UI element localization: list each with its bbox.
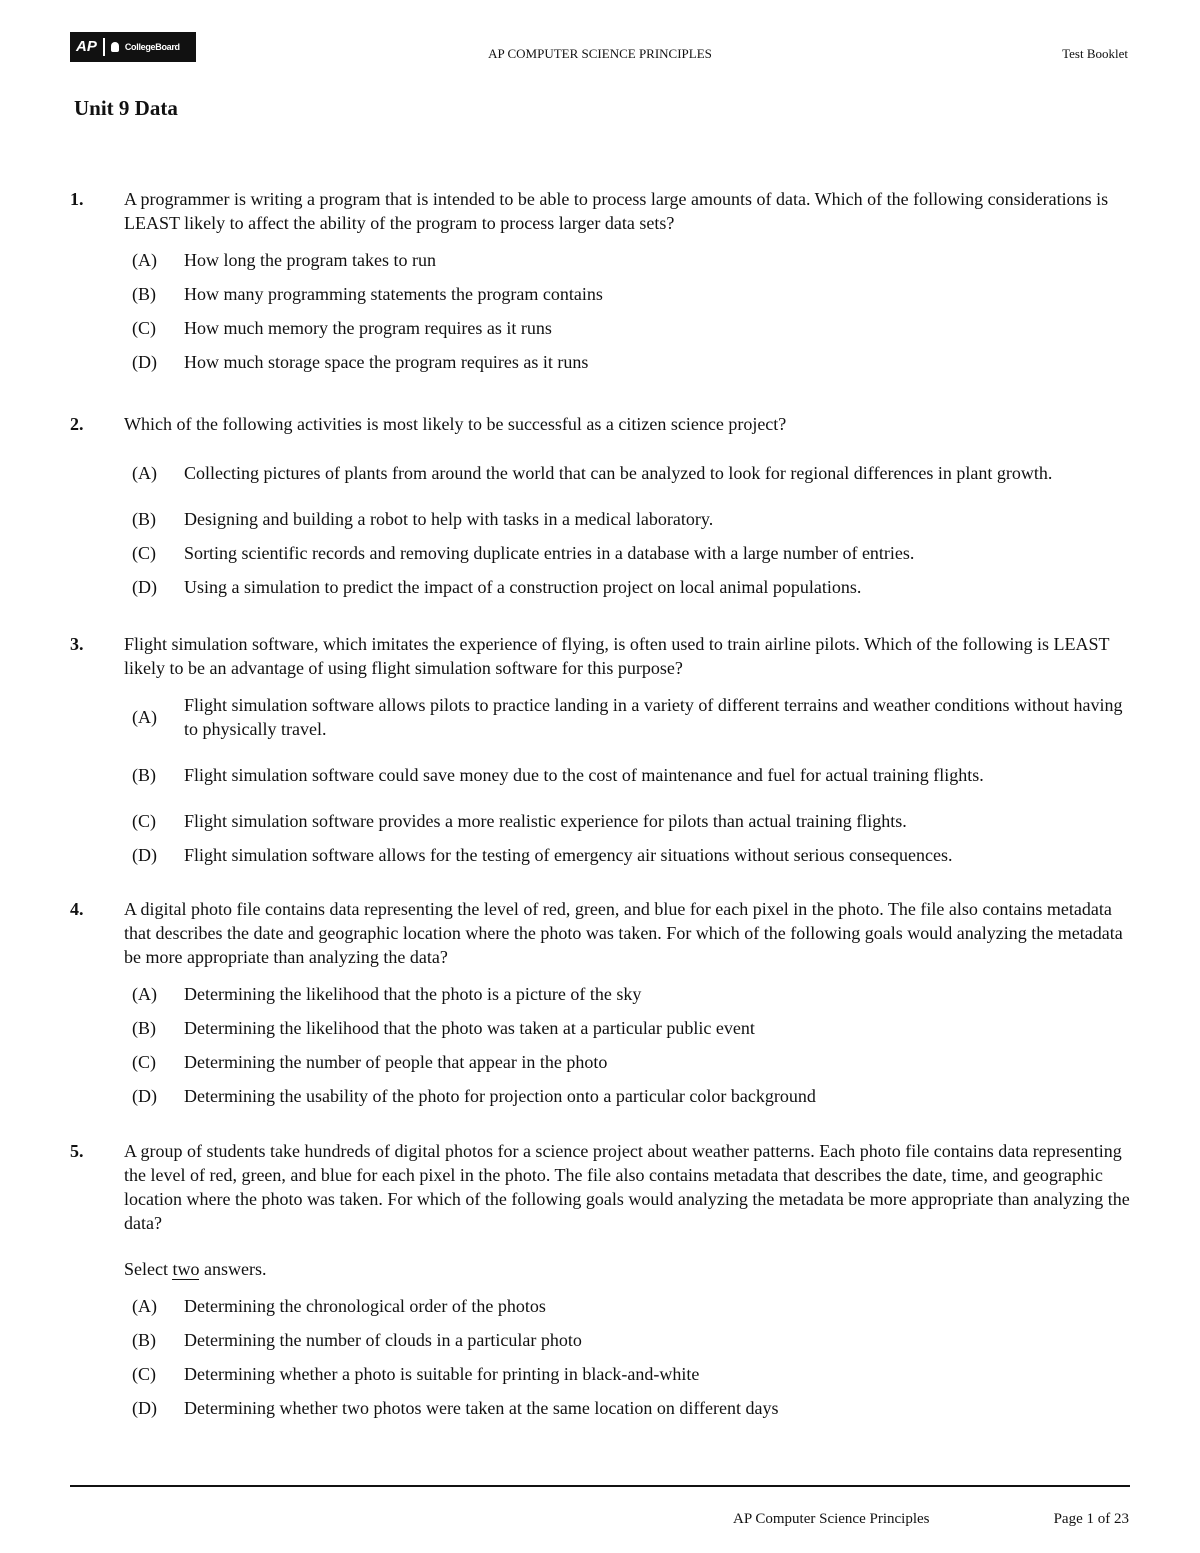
option-letter: (A) <box>132 706 157 727</box>
option-letter: (A) <box>132 249 157 270</box>
option-text: Designing and building a robot to help with tasks in a medical laboratory. <box>184 509 714 529</box>
question-stem: A programmer is writing a program that is intended to be able to process large amounts of data. Which of the following considerations is LEAST likely to affect the ability of the program to process larger data sets? <box>124 189 1109 233</box>
header-booklet-label: Test Booklet <box>1062 46 1128 61</box>
answer-option-b[interactable] <box>132 746 1130 804</box>
select-suffix: answers. <box>203 1259 267 1279</box>
question-number: 3. <box>70 634 84 654</box>
option-text: Flight simulation software allows pilots to practice landing in a variety of different terrains and weather conditions without having to physically travel. <box>184 695 1123 739</box>
select-instruction <box>124 1257 1130 1281</box>
answer-option-c[interactable] <box>132 804 1130 838</box>
select-prefix: Select <box>124 1259 168 1279</box>
answer-option-a[interactable] <box>132 1289 1130 1323</box>
ap-logo-text: AP <box>76 38 105 56</box>
question-stem: A digital photo file contains data representing the level of red, green, and blue for each pixel in the photo. The file also contains metadata that describes the date and geographic location where the photo was taken. For which of the following goals would analyzing the metadata be more appropriate than analyzing the data? <box>124 899 1123 967</box>
option-text: Sorting scientific records and removing duplicate entries in a database with a large number of entries. <box>184 543 915 563</box>
question-number: 4. <box>70 899 84 919</box>
question-number: 2. <box>70 414 84 434</box>
answer-option-d[interactable] <box>132 838 1130 872</box>
option-letter: (D) <box>132 1397 157 1418</box>
option-text: Determining whether two photos were taken at the same location on different days <box>184 1398 779 1418</box>
option-letter: (B) <box>132 1017 156 1038</box>
answer-options <box>70 1289 1130 1425</box>
option-letter: (C) <box>132 542 156 563</box>
answer-option-d[interactable] <box>132 345 1130 379</box>
collegeboard-logo-text: CollegeBoard <box>124 42 180 52</box>
option-text: Determining the usability of the photo for projection onto a particular color background <box>184 1086 816 1106</box>
question-number: 5. <box>70 1141 84 1161</box>
option-letter: (D) <box>132 844 157 865</box>
footer-page-number: Page 1 of 23 <box>1053 1511 1129 1527</box>
answer-option-c[interactable] <box>132 1357 1130 1391</box>
answer-option-a[interactable] <box>132 444 1130 502</box>
question-3 <box>70 632 1130 872</box>
answer-options <box>70 688 1130 872</box>
answer-option-a[interactable] <box>132 977 1130 1011</box>
option-text: Determining the likelihood that the photo is a picture of the sky <box>184 984 642 1004</box>
option-letter: (B) <box>132 283 156 304</box>
answer-options <box>70 977 1130 1113</box>
option-letter: (B) <box>132 508 156 529</box>
question-2 <box>70 412 1130 604</box>
option-text: How many programming statements the program contains <box>184 284 603 304</box>
select-count: two <box>172 1259 200 1279</box>
option-text: Determining the likelihood that the photo was taken at a particular public event <box>184 1018 755 1038</box>
option-text: How much memory the program requires as it runs <box>184 318 552 338</box>
answer-option-d[interactable] <box>132 570 1130 604</box>
answer-option-b[interactable] <box>132 1011 1130 1045</box>
option-letter: (C) <box>132 1051 156 1072</box>
answer-options <box>70 444 1130 604</box>
option-text: Collecting pictures of plants from around the world that can be analyzed to look for regional differences in plant growth. <box>184 463 1053 483</box>
question-1 <box>70 187 1130 379</box>
footer-course-name: AP Computer Science Principles <box>733 1511 930 1527</box>
option-letter: (D) <box>132 351 157 372</box>
option-text: How long the program takes to run <box>184 250 436 270</box>
answer-option-d[interactable] <box>132 1079 1130 1113</box>
footer-divider <box>70 1485 1130 1487</box>
answer-option-b[interactable] <box>132 502 1130 536</box>
option-letter: (C) <box>132 810 156 831</box>
answer-option-c[interactable] <box>132 1045 1130 1079</box>
option-text: Using a simulation to predict the impact of a construction project on local animal populations. <box>184 577 862 597</box>
option-letter: (B) <box>132 1329 156 1350</box>
option-text: Determining whether a photo is suitable for printing in black-and-white <box>184 1364 700 1384</box>
answer-option-d[interactable] <box>132 1391 1130 1425</box>
question-stem: Which of the following activities is most likely to be successful as a citizen science project? <box>124 414 787 434</box>
question-stem: Flight simulation software, which imitates the experience of flying, is often used to train airline pilots. Which of the following is LEAST likely to be an advantage of using flight simulation software for this purpose? <box>124 634 1110 678</box>
answer-option-c[interactable] <box>132 311 1130 345</box>
option-text: Flight simulation software allows for the testing of emergency air situations without serious consequences. <box>184 845 953 865</box>
option-letter: (B) <box>132 764 156 785</box>
answer-option-a[interactable] <box>132 243 1130 277</box>
option-text: How much storage space the program requires as it runs <box>184 352 589 372</box>
question-stem: A group of students take hundreds of digital photos for a science project about weather patterns. Each photo file contains data representing the level of red, green, and blue for each pixel in the photo. The file also contains metadata that describes the date, time, and geographic location where the photo was taken. For which of the following goals would analyzing the metadata be more appropriate than analyzing the data? <box>124 1141 1130 1233</box>
option-letter: (D) <box>132 576 157 597</box>
option-letter: (D) <box>132 1085 157 1106</box>
question-number: 1. <box>70 189 84 209</box>
question-5 <box>70 1139 1130 1425</box>
answer-option-b[interactable] <box>132 277 1130 311</box>
answer-options <box>70 243 1130 379</box>
option-letter: (A) <box>132 1295 157 1316</box>
option-text: Determining the chronological order of the photos <box>184 1296 546 1316</box>
answer-option-a[interactable] <box>132 688 1130 746</box>
option-letter: (A) <box>132 462 157 483</box>
question-4 <box>70 897 1130 1113</box>
option-text: Determining the number of people that appear in the photo <box>184 1052 608 1072</box>
option-text: Flight simulation software could save money due to the cost of maintenance and fuel for actual training flights. <box>184 765 984 785</box>
option-letter: (C) <box>132 1363 156 1384</box>
answer-option-c[interactable] <box>132 536 1130 570</box>
header-title: AP COMPUTER SCIENCE PRINCIPLES <box>488 46 712 61</box>
option-letter: (A) <box>132 983 157 1004</box>
option-text: Flight simulation software provides a more realistic experience for pilots than actual training flights. <box>184 811 907 831</box>
answer-option-b[interactable] <box>132 1323 1130 1357</box>
unit-title: Unit 9 Data <box>74 96 178 120</box>
option-letter: (C) <box>132 317 156 338</box>
option-text: Determining the number of clouds in a particular photo <box>184 1330 582 1350</box>
